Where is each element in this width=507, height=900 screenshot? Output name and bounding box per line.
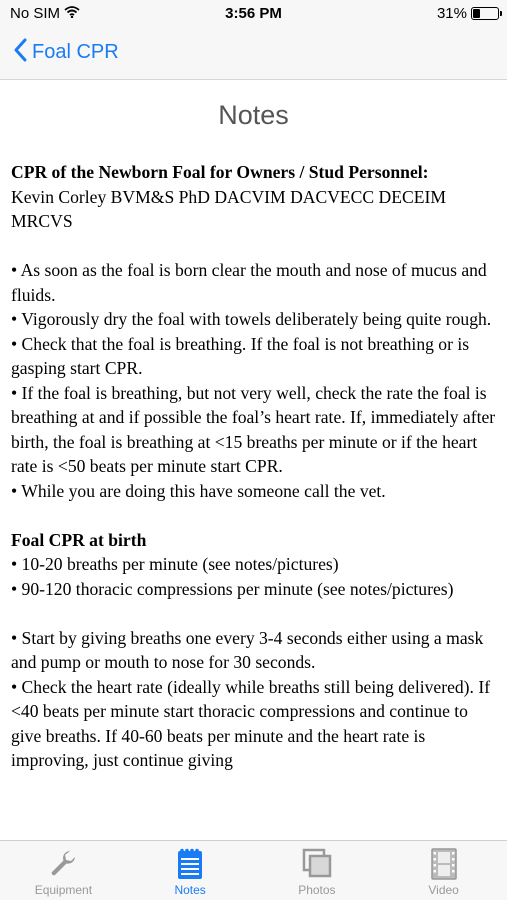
- bullet-item: • If the foal is breathing, but not very well, check the rate the foal is breathing at and if possible the foal’s heart rate. If, immediately after birth, the foal is breathing at <15 breaths per minute or if the heart rate is <50 beats per minute start CPR.: [11, 382, 496, 476]
- film-icon: [431, 848, 457, 885]
- tab-label: Photos: [298, 883, 336, 897]
- tab-video[interactable]: [380, 841, 507, 900]
- tab-label: Video: [428, 883, 459, 897]
- tab-equipment[interactable]: [0, 841, 127, 900]
- tab-label: Notes: [174, 883, 206, 897]
- carrier-label: No SIM: [10, 5, 61, 22]
- bullet-item: • 10-20 breaths per minute (see notes/pictures): [11, 554, 339, 574]
- bullet-item: • Vigorously dry the foal with towels deliberately being quite rough.: [11, 309, 492, 329]
- back-label: Foal CPR: [32, 41, 119, 63]
- bullet-item: • Start by giving breaths one every 3-4 seconds either using a mask and pump or mouth to nose for 30 seconds.: [11, 627, 484, 672]
- tab-bar: [0, 840, 507, 900]
- back-button[interactable]: [14, 38, 119, 67]
- clock: 3:56 PM: [225, 5, 282, 22]
- tab-photos[interactable]: [254, 841, 381, 900]
- status-bar: [0, 0, 507, 28]
- bullet-item: • As soon as the foal is born clear the mouth and nose of mucus and fluids.: [11, 260, 487, 305]
- tab-label: Equipment: [34, 883, 93, 897]
- intro-heading: CPR of the Newborn Foal for Owners / Stud Personnel:: [11, 162, 429, 182]
- bullet-item: • While you are doing this have someone call the vet.: [11, 480, 386, 501]
- notepad-icon: [176, 848, 204, 885]
- photos-icon: [302, 848, 332, 883]
- battery-group: [437, 5, 499, 22]
- section-heading: Foal CPR at birth: [11, 529, 147, 550]
- wrench-icon: [48, 848, 78, 883]
- battery-percent: 31%: [436, 5, 467, 22]
- page-title: Notes: [218, 100, 289, 130]
- chevron-left-icon: [14, 38, 28, 67]
- bullet-item: • 90-120 thoracic compressions per minute (see notes/pictures): [11, 578, 454, 599]
- battery-icon: [471, 7, 499, 20]
- author-line: Kevin Corley BVM&S PhD DACVIM DACVECC DECEIM MRCVS: [11, 186, 446, 231]
- bullet-item: • Check the heart rate (ideally while breaths still being delivered). If <40 beats per minute start thoracic compressions and continue to give breaths. If 40-60 beats per minute and the heart rate is improving, just continue giving: [11, 676, 491, 770]
- navigation-bar: [0, 28, 507, 80]
- notes-content[interactable]: [11, 160, 501, 840]
- bullet-item: • Check that the foal is breathing. If the foal is not breathing or is gasping start CPR.: [11, 333, 470, 378]
- tab-notes[interactable]: [127, 841, 254, 900]
